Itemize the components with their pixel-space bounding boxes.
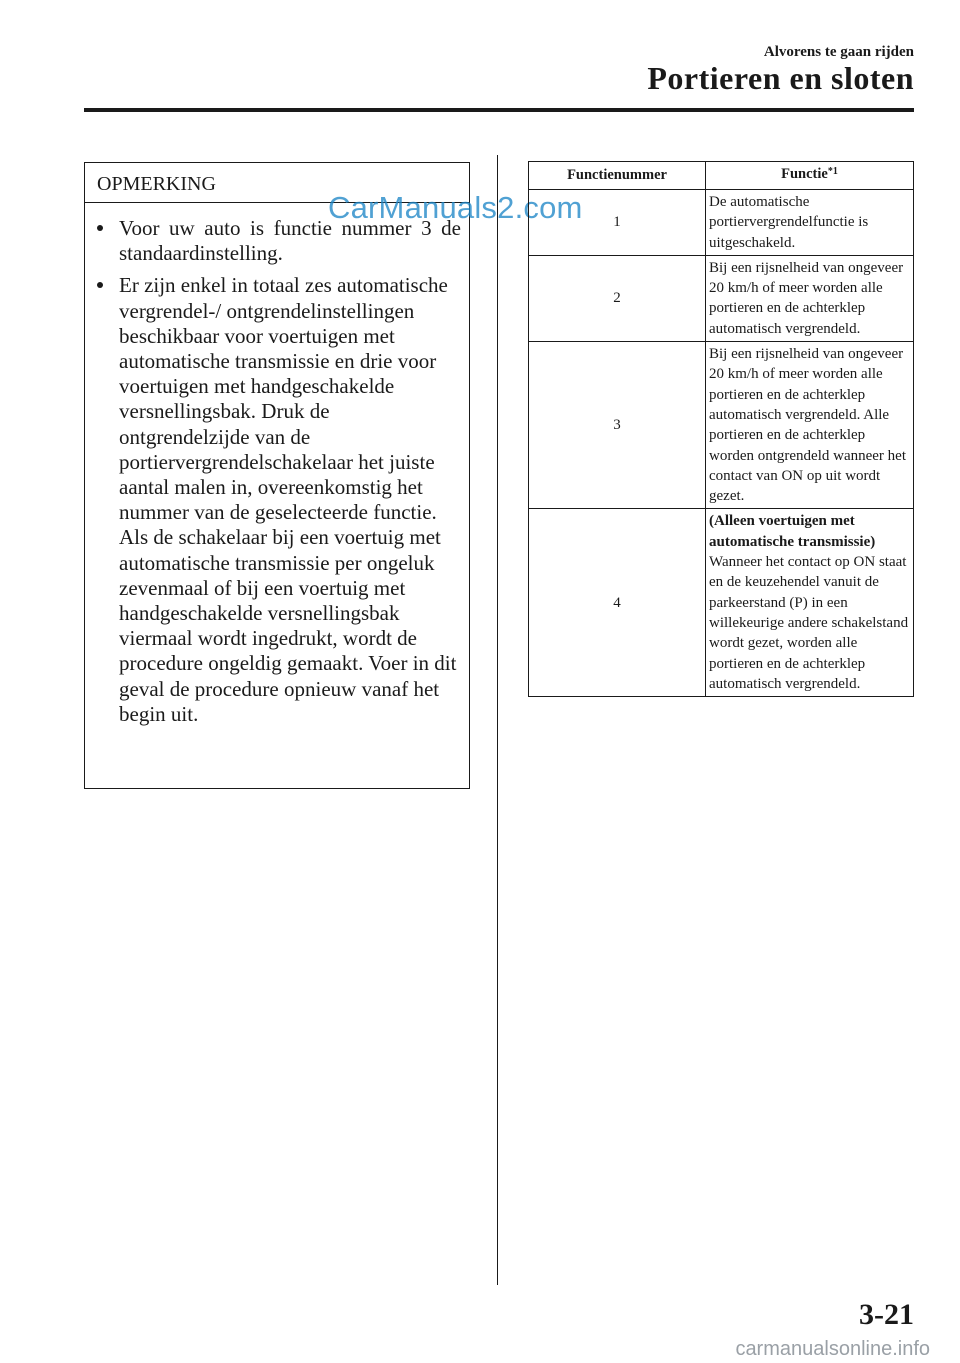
function-condition: (Alleen voertuigen met automatische transmissie) — [709, 513, 876, 550]
footnote-marker: *1 — [827, 166, 838, 178]
function-description — [706, 342, 914, 509]
function-description — [706, 509, 914, 697]
function-description — [706, 255, 914, 341]
table-row — [529, 342, 914, 509]
function-description-text: Bij een rijsnelheid van ongeveer 20 km/h of meer worden alle portieren en de achterklep automatisch vergrendeld. — [709, 259, 904, 337]
note-heading: OPMERKING — [85, 163, 469, 203]
note-box — [84, 162, 470, 789]
page-number: 3-21 — [859, 1298, 914, 1331]
function-description-text: Wanneer het contact op ON staat en de keuzehendel vanuit de parkeerstand (P) in een willekeurige andere schakelstand wordt gezet, worden alle portieren en de achterklep automatisch vergrendeld. — [709, 554, 909, 692]
function-number: 1 — [529, 190, 706, 256]
function-description-text: De automatische portiervergrendelfunctie is uitgeschakeld. — [709, 194, 869, 251]
header-function-label: Functie — [781, 166, 828, 183]
function-number: 2 — [529, 255, 706, 341]
function-description — [706, 190, 914, 256]
table-row — [529, 255, 914, 341]
function-number: 3 — [529, 342, 706, 509]
column-divider — [497, 155, 498, 1285]
note-item — [95, 273, 461, 727]
footer-watermark: carmanualsonline.info — [735, 1338, 930, 1360]
function-table — [528, 161, 914, 697]
page-title: Portieren en sloten — [647, 60, 914, 96]
table-header-row — [529, 162, 914, 190]
function-number: 4 — [529, 509, 706, 697]
note-item-text: Voor uw auto is functie nummer 3 de standaardinstelling. — [119, 216, 461, 266]
note-list — [85, 203, 469, 727]
note-item-text: Er zijn enkel in totaal zes automatische vergrendel-/ ontgrendelinstellingen beschikbaar voor voertuigen met automatische transmissie en drie voor voertuigen met handgeschakelde versnellingsbak. Druk de ontgrendelzijde van de portiervergrendelschakelaar het juiste aantal malen in, overeenkomstig het nummer van de geselecteerde functie. Als de schakelaar bij een voertuig met automatische transmissie per ongeluk zevenmaal of bij een voertuig met handgeschakelde versnellingsbak viermaal wordt ingedrukt, wordt de procedure ongeldig gemaakt. Voer in dit geval de procedure opnieuw vanaf het begin uit. — [119, 273, 457, 726]
header-rule — [84, 108, 914, 112]
bullet-icon — [97, 225, 103, 231]
table-row — [529, 190, 914, 256]
function-description-text: Bij een rijsnelheid van ongeveer 20 km/h of meer worden alle portieren en de achterklep automatisch vergrendeld. Alle portieren en de achterklep worden ontgrendeld wanneer het contact van ON op uit wordt gezet. — [709, 346, 907, 505]
section-title: Alvorens te gaan rijden — [763, 44, 914, 60]
table-row — [529, 509, 914, 697]
header-function-number: Functienummer — [529, 162, 706, 190]
header-function — [706, 162, 914, 190]
watermark-logo: CarManuals2.com — [328, 190, 583, 225]
bullet-icon — [97, 282, 103, 288]
